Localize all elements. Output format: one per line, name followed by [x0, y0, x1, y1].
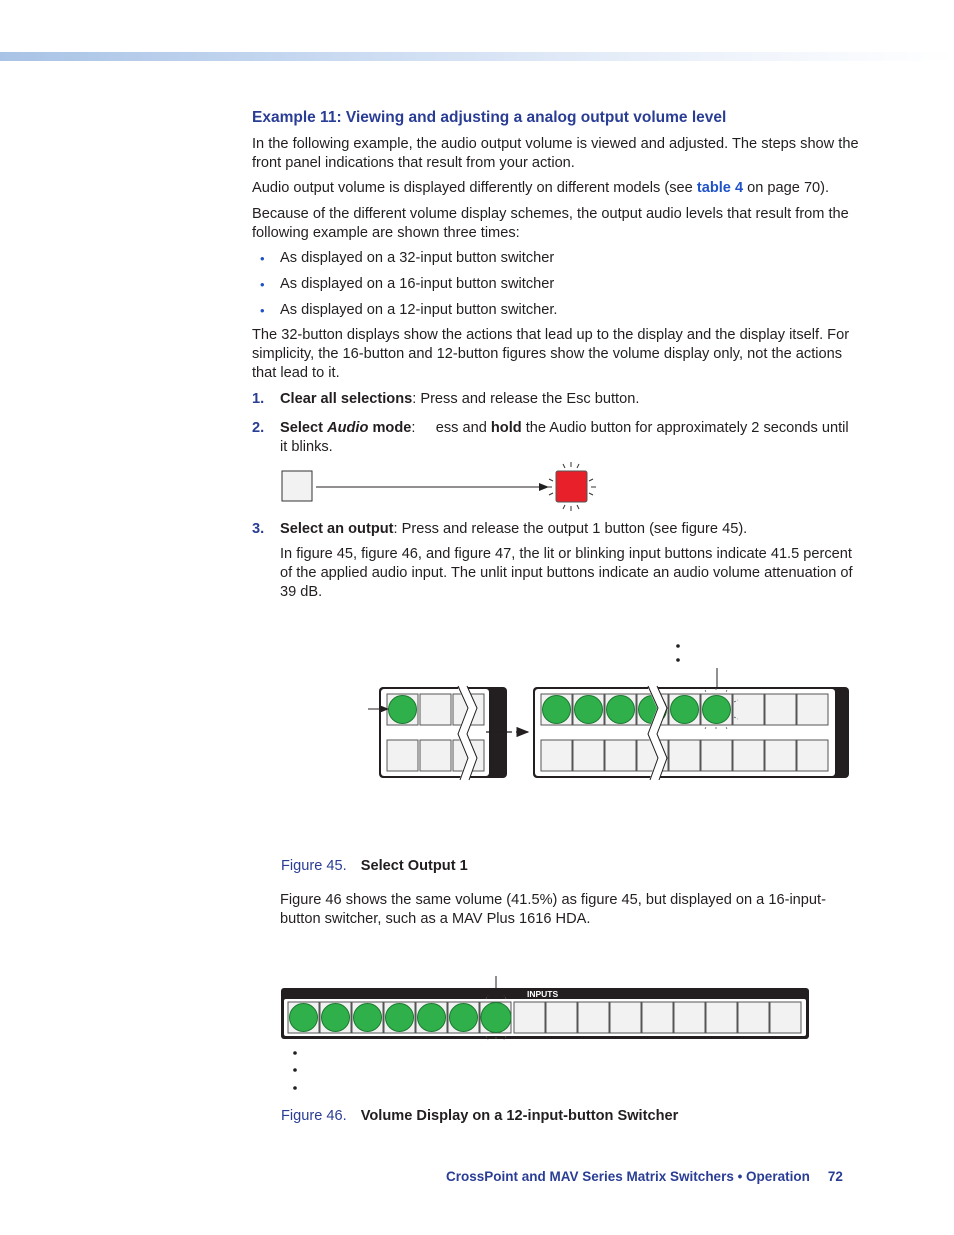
dot-icon	[293, 1086, 297, 1090]
input-button	[541, 740, 572, 771]
input-button	[706, 1002, 737, 1033]
blinking-input-icon	[703, 696, 731, 724]
input-button	[770, 1002, 801, 1033]
lit-input-icon	[450, 1004, 478, 1032]
lit-input-icon	[543, 696, 571, 724]
audio-button-blinking-icon	[556, 471, 587, 502]
input-button	[733, 694, 764, 725]
step-2-rest-2: the Audio button for approximately 2 seconds until it blinks.	[280, 420, 853, 455]
bullet-item: As displayed on a 16-input button switcher	[280, 276, 555, 292]
step-2-bold-1: Select	[280, 420, 328, 436]
input-button	[605, 740, 636, 771]
figure-46-label: Figure 46.	[281, 1108, 347, 1124]
bullet-item: As displayed on a 12-input button switcher.	[280, 302, 558, 318]
lit-output-1-icon	[389, 696, 417, 724]
input-button	[578, 1002, 609, 1033]
intro-2-text-after: on page 70).	[743, 180, 830, 196]
lit-input-icon	[290, 1004, 318, 1032]
input-button	[642, 1002, 673, 1033]
bullet-mark: •	[260, 251, 265, 266]
inputs-panel-label: INPUTS	[527, 989, 559, 999]
lit-input-icon	[607, 696, 635, 724]
step-2-bold-3: hold	[490, 420, 522, 436]
figure-46-paragraph: Figure 46 shows the same volume (41.5%) as figure 45, but displayed on a 16-input-button switcher, such as a MAV Plus 1616 HDA.	[280, 892, 826, 927]
step-number: 3.	[252, 521, 265, 537]
lit-input-icon	[322, 1004, 350, 1032]
step-1-bold: Clear all selections	[280, 391, 413, 407]
lit-input-icon	[575, 696, 603, 724]
input-button	[797, 694, 828, 725]
footer-title: CrossPoint and MAV Series Matrix Switchers • Operation	[446, 1169, 810, 1184]
blinking-input-icon	[481, 1003, 511, 1033]
lit-input-icon	[671, 696, 699, 724]
step-2-diagram	[282, 462, 596, 511]
lit-input-icon	[354, 1004, 382, 1032]
bullet-mark: •	[260, 277, 265, 292]
intro-paragraph-1: In the following example, the audio output volume is viewed and adjusted. The steps show the front panel indications that result from your action.	[252, 136, 859, 171]
table-4-link[interactable]: table 4	[696, 180, 744, 196]
step-3-bold: Select an output	[280, 521, 394, 537]
input-button	[738, 1002, 769, 1033]
intro-paragraph-3: Because of the different volume display schemes, the output audio levels that result from the following example are shown three times:	[252, 206, 849, 241]
input-button	[765, 694, 796, 725]
step-3-note: In figure 45, figure 46, and figure 47, the lit or blinking input buttons indicate 41.5 percent of the applied audio input. The unlit input buttons indicate an audio volume attenuation of 39 dB.	[280, 546, 853, 600]
input-button	[514, 1002, 545, 1033]
step-number: 1.	[252, 391, 265, 407]
bullet-mark: •	[260, 303, 265, 318]
intro-paragraph-4: The 32-button displays show the actions that lead up to the display and the display itself. For simplicity, the 16-button and 12-button figures show the volume display only, not the actions that lead to it.	[252, 327, 850, 381]
input-button	[674, 1002, 705, 1033]
input-button	[701, 740, 732, 771]
output-button	[420, 694, 451, 725]
step-3-rest: : Press and release the output 1 button (see figure 45).	[393, 521, 748, 537]
bullet-item: As displayed on a 32-input button switcher	[280, 250, 555, 266]
figure-45-diagram	[368, 644, 849, 780]
step-1-rest: : Press and release the Esc button.	[412, 391, 640, 407]
input-button	[733, 740, 764, 771]
input-button	[765, 740, 796, 771]
input-button	[573, 740, 604, 771]
step-2-bold-2: mode	[368, 420, 412, 436]
input-button	[797, 740, 828, 771]
page-number: 72	[827, 1169, 843, 1184]
output-button	[387, 740, 418, 771]
figure-45-title: Select Output 1	[360, 858, 468, 874]
section-heading: Example 11: Viewing and adjusting a analog output volume level	[252, 109, 727, 126]
step-2-italic: Audio	[327, 420, 369, 436]
figure-46-diagram	[281, 976, 809, 1090]
figure-45-label: Figure 45.	[281, 858, 347, 874]
intro-2-text-before: Audio output volume is displayed differently on different models (see	[252, 180, 697, 196]
esc-button-icon	[282, 471, 312, 501]
input-button	[669, 740, 700, 771]
figure-46-title: Volume Display on a 12-input-button Switcher	[360, 1108, 679, 1124]
input-button	[546, 1002, 577, 1033]
dot-icon	[293, 1068, 297, 1072]
lit-input-icon	[418, 1004, 446, 1032]
dot-icon	[676, 644, 680, 648]
output-button	[420, 740, 451, 771]
input-button	[610, 1002, 641, 1033]
dot-icon	[293, 1051, 297, 1055]
step-2-rest-1: : ess and	[411, 420, 491, 436]
dot-icon	[676, 658, 680, 662]
lit-input-icon	[386, 1004, 414, 1032]
step-number: 2.	[252, 420, 265, 436]
